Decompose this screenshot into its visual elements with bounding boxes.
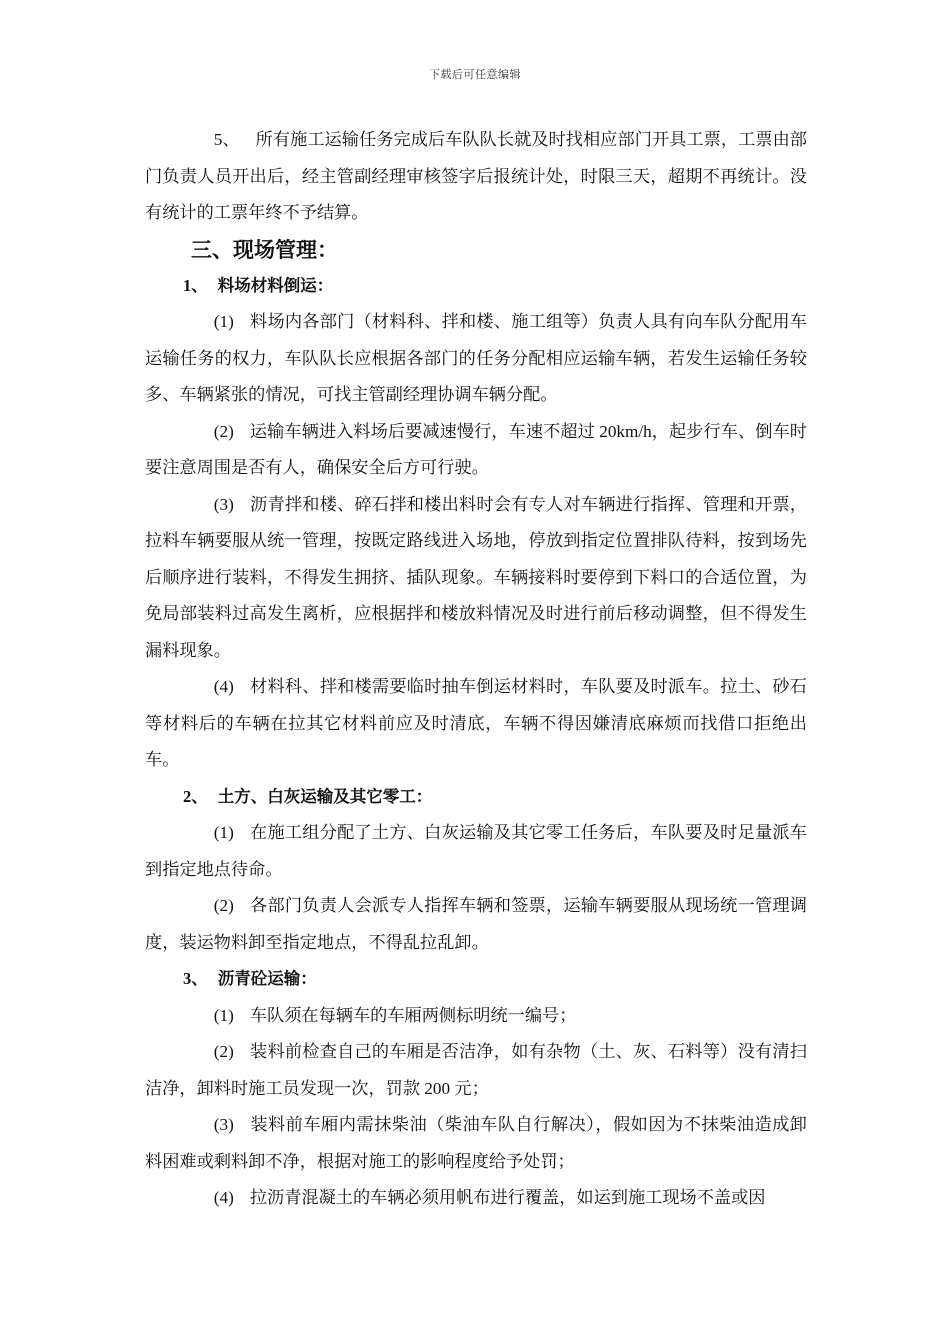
sub1-item-3 bbox=[145, 487, 807, 670]
section-3-title: 三、现场管理： bbox=[191, 237, 338, 262]
subsection-1-number: 1、 bbox=[183, 275, 208, 295]
subsection-1-label: 料场材料倒运： bbox=[217, 275, 334, 295]
sub1-item-3-text: 沥青拌和楼、碎石拌和楼出料时会有专人对车辆进行指挥、管理和开票，拉料车辆要服从统一管理，按既定路线进入场地，停放到指定位置排队待料，按到场先后顺序进行装料，不得发生拥挤、插队现象。车辆接料时要停到下料口的合适位置，为免局部装料过高发生离析，应根据拌和楼放料情况及时进行前后移动调整，但不得发生漏料现象。 bbox=[145, 494, 807, 660]
sub2-item-2-text: 各部门负责人会派专人指挥车辆和签票，运输车辆要服从现场统一管理调度，装运物料卸至指定地点，不得乱拉乱卸。 bbox=[145, 896, 807, 952]
download-note: 下载后可任意编辑 bbox=[429, 69, 521, 81]
document-body bbox=[145, 122, 807, 1217]
subsection-2-title bbox=[145, 779, 807, 816]
sub2-item-1 bbox=[145, 815, 807, 888]
sub2-item-1-text: 在施工组分配了土方、白灰运输及其它零工任务后，车队要及时足量派车到指定地点待命。 bbox=[145, 823, 807, 879]
subsection-2-number: 2、 bbox=[183, 786, 208, 806]
sub1-item-4 bbox=[145, 669, 807, 779]
sub1-item-3-number: (3) bbox=[213, 494, 234, 514]
sub1-item-2-number: (2) bbox=[213, 421, 234, 441]
subsection-2-label: 土方、白灰运输及其它零工： bbox=[217, 786, 433, 806]
sub3-item-4-number: (4) bbox=[213, 1188, 234, 1207]
sub1-item-1-number: (1) bbox=[213, 312, 234, 331]
sub1-item-1 bbox=[145, 304, 807, 414]
sub1-item-1-text: 料场内各部门（材料科、拌和楼、施工组等）负责人具有向车队分配用车运输任务的权力，车队队长应根据各部门的任务分配相应运输车辆，若发生运输任务较多、车辆紧张的情况，可找主管副经理协调车辆分配。 bbox=[145, 312, 807, 404]
sub1-item-2-text: 运输车辆进入料场后要减速慢行，车速不超过 20km/h，起步行车、倒车时要注意周围是否有人，确保安全后方可行驶。 bbox=[145, 421, 807, 477]
sub3-item-4-text: 拉沥青混凝土的车辆必须用帆布进行覆盖，如运到施工现场不盖或因 bbox=[249, 1188, 766, 1207]
sub1-item-2 bbox=[145, 414, 807, 487]
sub3-item-3 bbox=[145, 1107, 807, 1180]
subsection-1-title bbox=[145, 268, 807, 305]
sub3-item-2-number: (2) bbox=[213, 1042, 234, 1061]
subsection-3-label: 沥青砼运输： bbox=[217, 969, 317, 988]
sub2-item-1-number: (1) bbox=[213, 823, 234, 842]
sub3-item-2-text: 装料前检查自己的车厢是否洁净，如有杂物（土、灰、石料等）没有清扫洁净，卸料时施工员发现一次，罚款 200 元； bbox=[145, 1042, 807, 1098]
sub2-item-2-number: (2) bbox=[213, 896, 234, 915]
sub3-item-2 bbox=[145, 1034, 807, 1107]
sub3-item-3-text: 装料前车厢内需抹柴油（柴油车队自行解决），假如因为不抹柴油造成卸料困难或剩料卸不净，根据对施工的影响程度给予处罚； bbox=[145, 1115, 807, 1171]
sub1-item-4-number: (4) bbox=[213, 677, 234, 696]
item-5 bbox=[145, 122, 807, 232]
sub3-item-4 bbox=[145, 1180, 807, 1217]
sub3-item-1-text: 车队须在每辆车的车厢两侧标明统一编号； bbox=[249, 1005, 577, 1025]
sub2-item-2 bbox=[145, 888, 807, 961]
sub1-item-4-text: 材料科、拌和楼需要临时抽车倒运材料时，车队要及时派车。拉土、砂石等材料后的车辆在拉其它材料前应及时清底，车辆不得因嫌清底麻烦而找借口拒绝出车。 bbox=[145, 677, 807, 769]
item-5-text: 所有施工运输任务完成后车队队长就及时找相应部门开具工票，工票由部门负责人员开出后，经主管副经理审核签字后报统计处，时限三天，超期不再统计。没有统计的工票年终不予结算。 bbox=[145, 130, 807, 222]
sub3-item-1 bbox=[145, 998, 807, 1035]
subsection-3-number: 3、 bbox=[183, 969, 208, 988]
sub3-item-3-number: (3) bbox=[213, 1115, 234, 1134]
subsection-3-title bbox=[145, 961, 807, 998]
sub3-item-1-number: (1) bbox=[213, 1005, 234, 1025]
item-5-number: 5、 bbox=[213, 130, 240, 149]
